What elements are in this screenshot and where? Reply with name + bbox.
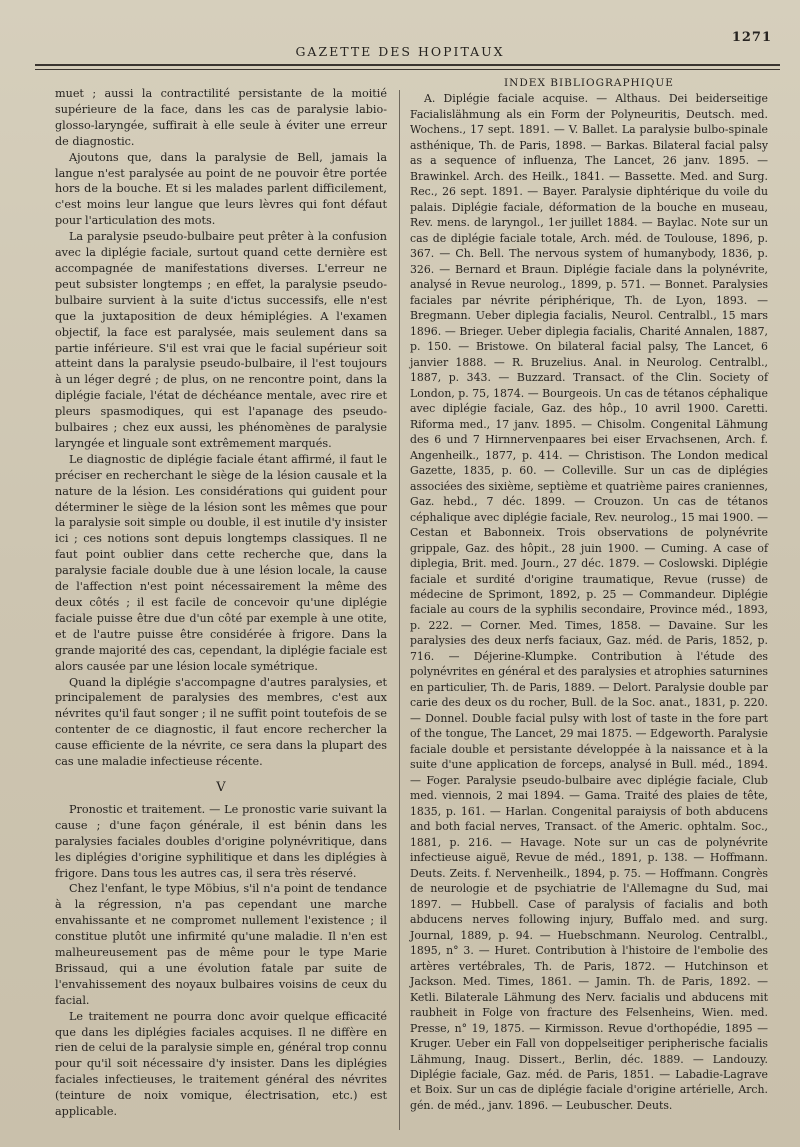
page-header: [0, 0, 800, 74]
paragraph: Pronostic et traitement. — Le pronostic varie suivant la cause ; d'une façon générale, il est bénin dans les paralysies faciales doubles d'origine polynévritique, dans les diplégies d'origine syphilitique et dans les diplégies à frigore. Dans tous les autres cas, il sera très réservé.: [55, 802, 387, 880]
bibliography-text: A. Diplégie faciale acquise. — Althaus. Dei beiderseitige Facialislähmung als ein Form der Polyneuritis, Deutsch. med. Wochens., 17 sept. 1891. — V. Ballet. La paralysie bulbo-spinale asthénique, Th. de Paris, 1898. — Barkas. Bilateral facial palsy as a sequence of influenza, The Lancet, 26 janv. 1895. — Brawinkel. Arch. des Heilk., 1841. — Bassette. Med. and Surg. Rec., 26 sept. 1891. — Bayer. Paralysie diphtérique du voile du palais. Diplégie faciale, déformation de la bouche en museau, Rev. mens. de laryngol., 1er juillet 1884. — Baylac. Note sur un cas de diplégie faciale totale, Arch. méd. de Toulouse, 1896, p. 367. — Ch. Bell. The nervous system of humanybody, 1836, p. 326. — Bernard et Braun. Diplégie faciale dans la polynévrite, analysé in Revue neurolog., 1899, p. 571. — Bonnet. Paralysies faciales par névrite périphérique, Th. de Lyon, 1893. — Bregmann. Ueber diplegia facialis, Neurol. Centralbl., 15 mars 1896. — Brieger. Ueber diplegia facialis, Charité Annalen, 1887, p. 150. — Bristowe. On bilateral facial palsy, The Lancet, 6 janvier 1888. — R. Bruzelius. Anal. in Neurolog. Centralbl., 1887, p. 343. — Buzzard. Transact. of the Clin. Society of London, p. 75, 1874. — Bourgeois. Un cas de tétanos céphalique avec diplégie faciale, Gaz. des hôp., 10 avril 1900. Caretti. Riforma med., 17 janv. 1895. — Chisolm. Congenital Lähmung des 6 und 7 Hirnnervenpaares bei eiser Ervachsenen, Arch. f. Angenheilk., 1877, p. 414. — Christison. The London medical Gazette, 1835, p. 60. — Colleville. Sur un cas de diplégies associées des sixième, septième et quatrième paires craniennes, Gaz. hebd., 7 déc. 1899. — Crouzon. Un cas de tétanos céphalique avec diplégie faciale, Rev. neurolog., 15 mai 1900. — Cestan et Babonneix. Trois observations de polynévrite grippale, Gaz. des hôpit., 28 juin 1900. — Cuming. A case of diplegia, Brit. med. Journ., 27 déc. 1879. — Coslowski. Diplégie faciale et surdité d'origine traumatique, Revue (russe) de médecine de Sprimont, 1892, p. 25 — Commandeur. Diplégie faciale au cours de la syphilis secondaire, Province méd., 1893, p. 222. — Corner. Med. Times, 1858. — Davaine. Sur les paralysies des deux nerfs faciaux, Gaz. méd. de Paris, 1852, p. 716. — Déjerine-Klumpke. Contribution à l'étude des polynévrites en général et des paralysies et atrophies saturnines en particulier, Th. de Paris, 1889. — Delort. Paralysie double par carie des deux os du rocher, Bull. de la Soc. anat., 1831, p. 220. — Donnel. Double facial pulsy with lost of taste in the fore part of the tongue, The Lancet, 29 mai 1875. — Edgeworth. Paralysie faciale double et persistante développée à la naissance et à la suite d'une application de forceps, analysé in Bull. méd., 1894. — Foger. Paralysie pseudo-bulbaire avec diplégie faciale, Club med. viennois, 2 mai 1894. — Gama. Traité des plaies de tête, 1835, p. 161. — Harlan. Congenital paraiysis of both abducens and both facial nerves, Transact. of the Americ. ophtalm. Soc., 1881, p. 216. — Havage. Note sur un cas de polynévrite infectieuse aiguë, Revue de méd., 1891, p. 138. — Hoffmann. Deuts. Zeits. f. Nervenheilk., 1894, p. 75. — Hoffmann. Congrès de neurologie et de psychiatrie de l'Allemagne du Sud, mai 1897. — Hubbell. Case of paralysis of facialis and both abducens nerves following injury, Buffalo med. and surg. Journal, 1889, p. 94. — Huebschmann. Neurolog. Centralbl., 1895, n° 3. — Huret. Contribution à l'histoire de l'embolie des artères vertébrales, Th. de Paris, 1872. — Hutchinson et Jackson. Med. Times, 1861. — Jamin. Th. de Paris, 1892. — Ketli. Bilaterale Lähmung des Nerv. facialis und abducens mit raubheit in Folge von fracture des Felsenheins, Wien. med. Presse, n° 19, 1875. — Kirmisson. Revue d'orthopédie, 1895 — Kruger. Ueber ein Fall von doppelseitiger peripherische facialis Lähmung, Inaug. Dissert., Berlin, déc. 1889. — Landouzy. Diplégie faciale, Gaz. méd. de Paris, 1851. — Labadie-Lagrave et Boix. Sur un cas de diplégie faciale d'origine artérielle, Arch. gén. de méd., janv. 1896. — Leubuscher. Deuts.: [410, 92, 768, 1112]
right-column: [410, 76, 768, 1113]
paragraph: Quand la diplégie s'accompagne d'autres paralysies, et principalement de paralysies des membres, c'est aux névrites qu'il faut songer ; il ne suffit point toutefois de se contenter de ce diagnostic, il faut encore rechercher la cause efficiente de la névrite, ce sera dans la plupart des cas une maladie infectieuse récente.: [55, 675, 387, 769]
index-title: INDEX BIBLIOGRAPHIQUE: [504, 77, 674, 89]
paragraph: Le traitement ne pourra donc avoir quelque efficacité que dans les diplégies faciales acquises. Il ne diffère en rien de celui de la paralysie simple en, général trop connu pour qu'il soit nécessaire d'y insister. Dans les diplégies faciales infectieuses, le traitement général des névrites (teinture de noix vomique, électrisation, etc.) est applicable.: [55, 1009, 387, 1119]
paragraph: Ajoutons que, dans la paralysie de Bell, jamais la langue n'est paralysée au point de ne pouvoir être portée hors de la bouche. Et si les malades parlent difficilement, c'est moins leur langue que leurs lèvres qui font défaut pour l'articulation des mots.: [55, 150, 387, 228]
header-rule-thin: [35, 69, 780, 70]
column-divider: [399, 90, 400, 1130]
section-number: V: [216, 779, 226, 795]
header-rule-thick: [35, 64, 780, 66]
paragraph: Le diagnostic de diplégie faciale étant affirmé, il faut le préciser en recherchant le siège de la lésion causale et la nature de la lésion. Les considérations qui guident pour déterminer le siège de la lésion sont les mêmes que pour la paralysie soit simple ou double, il est inutile d'y insister ici ; ces notions sont depuis longtemps classiques. Il ne faut point oublier dans cette recherche que, dans la paralysie faciale double due à une lésion locale, la cause de l'affection n'est point nécessairement la même des deux côtés ; il est facile de concevoir qu'une diplégie faciale puisse être due d'un côté par exemple à une otite, et de l'autre puisse être considérée à frigore. Dans la grande majorité des cas, cependant, la diplégie faciale est alors causée par une lésion locale symétrique.: [55, 452, 387, 673]
journal-title: GAZETTE DES HOPITAUX: [295, 44, 505, 59]
page-number: 1271: [731, 30, 772, 45]
left-column: [55, 86, 387, 1120]
paragraph: Chez l'enfant, le type Möbius, s'il n'a point de tendance à la régression, n'a pas cependant une marche envahissante et ne compromet nullement l'existence ; il constitue plutôt une infirmité qu'une maladie. Il n'en est malheureusement pas de même pour le type Marie Brissaud, qui a une évolution fatale par suite de l'envahissement des noyaux bulbaires voisins de ceux du facial.: [55, 882, 387, 1007]
paragraph: La paralysie pseudo-bulbaire peut prêter à la confusion avec la diplégie faciale, surtout quand cette dernière est accompagnée de manifestations diverses. L'erreur ne peut subsister longtemps ; en effet, la paralysie pseudo-bulbaire survient à la suite d'ictus successifs, elle n'est que la juxtaposition de deux hémiplégies. A l'examen objectif, la face est paralysée, mais seulement dans sa partie inférieure. S'il est vrai que le facial supérieur soit atteint dans la paralysie pseudo-bulbaire, il l'est toujours à un léger degré ; de plus, on ne rencontre point, dans la diplégie faciale, l'état de déchéance mentale, avec rire et pleurs spasmodiques, qui est l'apanage des pseudo-bulbaires ; chez eux aussi, les phénomènes de paralysie laryngée et linguale sont extrêmement marqués.: [55, 230, 387, 450]
paragraph: muet ; aussi la contractilité persistante de la moitié supérieure de la face, dans les cas de paralysie labio-glosso-laryngée, suffirait à elle seule à éviter une erreur de diagnostic.: [55, 87, 387, 148]
